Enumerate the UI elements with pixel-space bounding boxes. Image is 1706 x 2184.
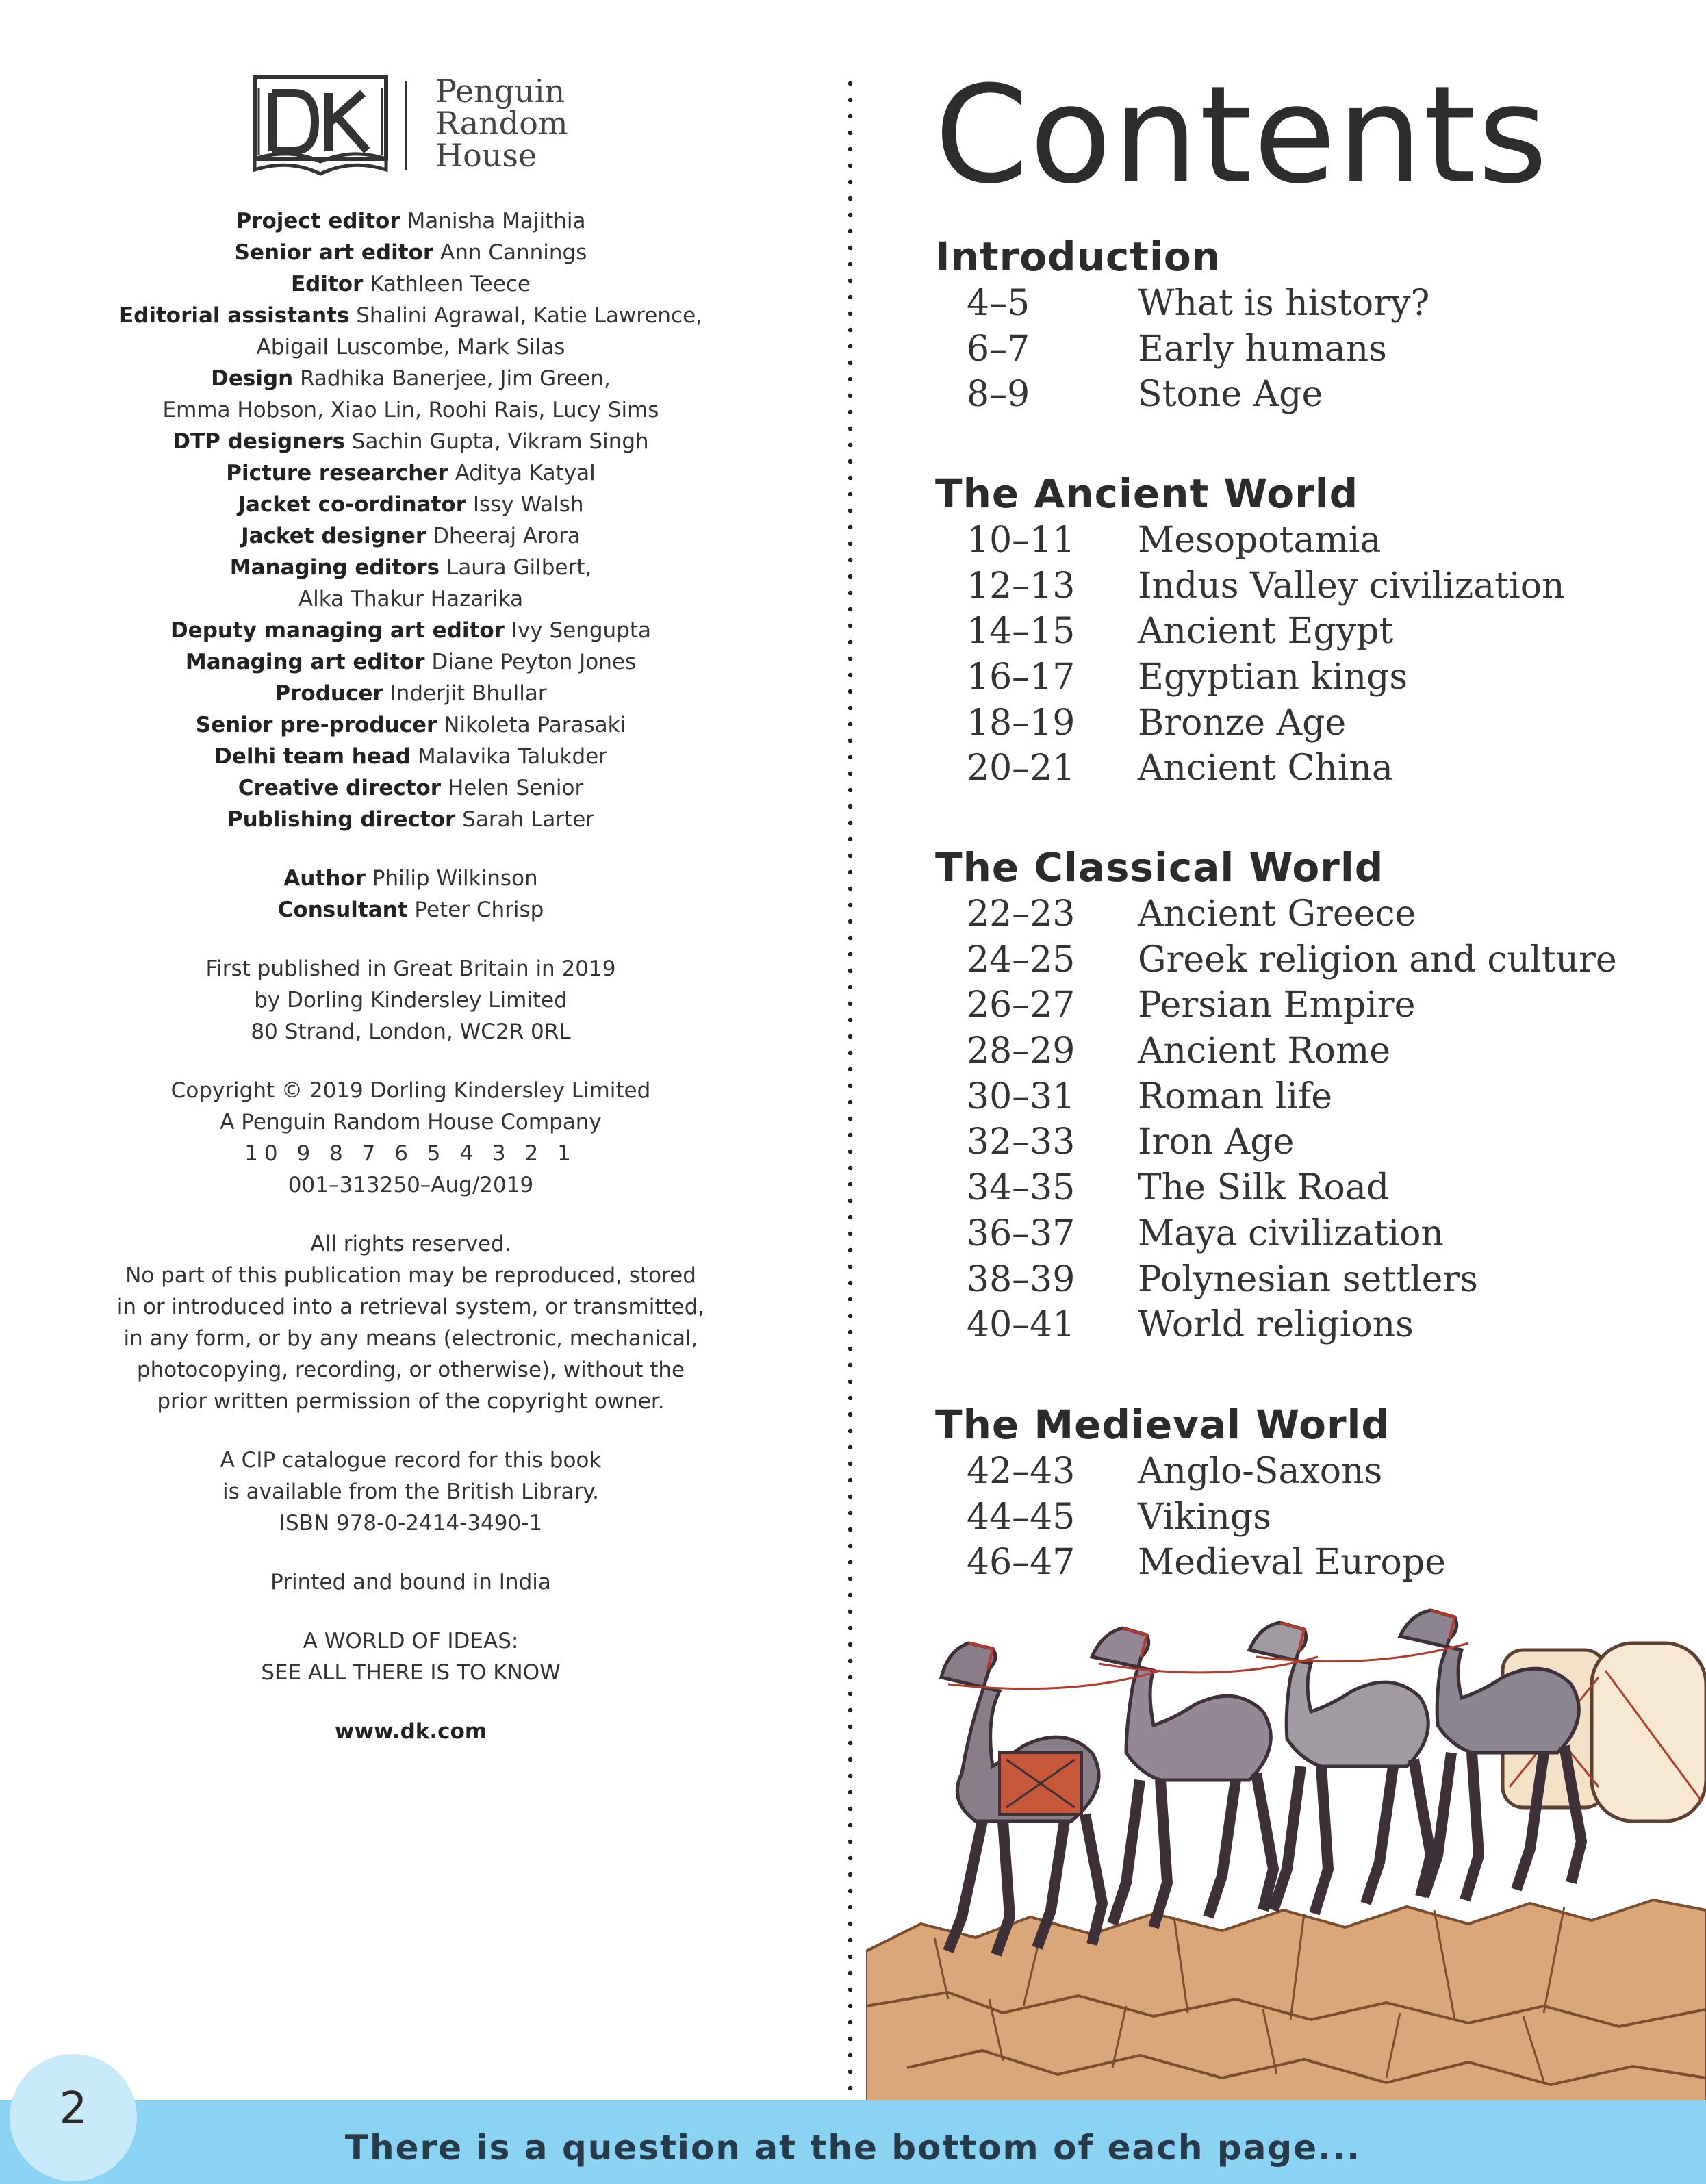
entry-title: Indus Valley civilization (1138, 565, 1565, 607)
credit-names: Diane Peyton Jones (431, 650, 637, 674)
contents-entry[interactable] (935, 1119, 1384, 1165)
publisher-name (435, 75, 568, 172)
contents-entry[interactable] (935, 1540, 1446, 1586)
contents-entry[interactable] (935, 1211, 1444, 1257)
imprint-column (82, 205, 739, 1747)
contents-entry[interactable] (935, 372, 1323, 418)
credit-line (82, 363, 739, 394)
publisher-name-line: Random (435, 105, 568, 142)
contents-section-classical-world (935, 843, 1617, 1348)
entry-pages: 4–5 (967, 283, 1030, 324)
credit-line (82, 552, 739, 583)
entry-title: Persian Empire (1138, 985, 1416, 1026)
entry-title: Bronze Age (1138, 702, 1347, 744)
credit-role: DTP designers (173, 429, 345, 454)
entry-title: Early humans (1138, 328, 1387, 370)
credit-role: Managing editors (229, 555, 440, 580)
entry-title: Anglo-Saxons (1138, 1451, 1383, 1492)
credit-role: Publishing director (227, 807, 456, 832)
credit-role: Author (283, 866, 366, 891)
text-line: 001–313250–Aug/2019 (288, 1173, 534, 1197)
entry-pages: 24–25 (967, 939, 1075, 980)
contents-entry[interactable] (935, 655, 1408, 700)
text-line: prior written permission of the copyright owner. (157, 1389, 665, 1414)
contents-entry[interactable] (935, 1302, 1414, 1348)
text-line: in or introduced into a retrieval system, or transmitted, (116, 1295, 705, 1319)
website-link[interactable]: www.dk.com (334, 1719, 487, 1744)
entry-pages: 18–19 (967, 702, 1075, 744)
slogan (82, 1625, 739, 1688)
credit-line (82, 394, 739, 426)
contents-entry[interactable] (935, 1449, 1390, 1495)
text-line: Copyright © 2019 Dorling Kindersley Limited (170, 1078, 651, 1103)
credit-line (82, 237, 739, 268)
entry-title: Roman life (1138, 1076, 1333, 1117)
credit-names: Aditya Katyal (455, 461, 596, 485)
entry-pages: 32–33 (967, 1121, 1075, 1163)
dk-logo-icon (252, 74, 389, 177)
text-line: Printed and bound in India (270, 1570, 551, 1595)
entry-title: Ancient Egypt (1138, 611, 1394, 652)
entry-pages: 38–39 (967, 1258, 1075, 1300)
text-line: in any form, or by any means (electronic, mechanical, (123, 1326, 698, 1351)
entry-title: Mesopotamia (1138, 520, 1382, 561)
contents-entry[interactable] (935, 700, 1358, 746)
credit-role: Delhi team head (214, 744, 411, 769)
credit-names: Helen Senior (447, 776, 584, 800)
contents-entry[interactable] (935, 563, 1565, 609)
credit-line (82, 894, 739, 926)
entry-pages: 14–15 (967, 611, 1075, 652)
publisher-logo (252, 74, 581, 177)
section-heading: The Ancient World (935, 470, 1359, 517)
contents-entry[interactable] (935, 1165, 1390, 1211)
credit-names: Philip Wilkinson (372, 866, 538, 891)
credit-role: Senior pre-producer (195, 713, 437, 737)
entry-pages: 46–47 (967, 1542, 1075, 1584)
credit-line (82, 268, 739, 300)
contents-section-ancient-world (935, 470, 1565, 791)
entry-title: Ancient China (1138, 748, 1393, 789)
entry-title: Medieval Europe (1138, 1542, 1446, 1584)
credit-line (82, 804, 739, 835)
page-number: 2 (59, 2083, 88, 2134)
credit-names: Sarah Larter (462, 807, 595, 832)
entry-pages: 16–17 (967, 657, 1075, 698)
credit-names: Peter Chrisp (414, 898, 544, 922)
contents-entry[interactable] (935, 891, 1416, 937)
entry-pages: 26–27 (967, 985, 1075, 1026)
entry-pages: 8–9 (967, 374, 1030, 416)
credit-line (82, 426, 739, 457)
entry-title: Vikings (1138, 1496, 1271, 1538)
entry-pages: 42–43 (967, 1451, 1075, 1492)
credit-role: Design (211, 366, 294, 391)
credit-names: Malavika Talukder (417, 744, 607, 769)
entry-pages: 22–23 (967, 893, 1075, 935)
credit-role: Consultant (277, 898, 408, 922)
credit-names: Kathleen Teece (370, 272, 531, 296)
entry-pages: 34–35 (967, 1167, 1075, 1209)
dotted-divider (848, 75, 853, 2102)
contents-entry[interactable] (935, 1028, 1391, 1074)
entry-title: Stone Age (1138, 374, 1323, 416)
entry-pages: 20–21 (967, 748, 1075, 789)
entry-title: Ancient Greece (1138, 893, 1416, 935)
credit-names: Inderjit Bhullar (390, 681, 547, 706)
credit-role: Editorial assistants (118, 303, 350, 328)
isbn: ISBN 978-0-2414-3490-1 (279, 1511, 543, 1536)
credit-line (82, 300, 739, 331)
entry-title: World religions (1138, 1304, 1414, 1346)
credit-role: Creative director (238, 776, 442, 800)
credit-line (82, 646, 739, 678)
credit-line (82, 583, 739, 615)
entry-title: Ancient Rome (1138, 1030, 1391, 1072)
credit-names: Sachin Gupta, Vikram Singh (351, 429, 649, 454)
credit-role: Jacket co-ordinator (238, 492, 466, 517)
credit-role: Jacket designer (241, 524, 426, 548)
entry-title: Iron Age (1138, 1121, 1295, 1163)
credit-role: Deputy managing art editor (170, 618, 505, 643)
contents-entry[interactable] (935, 327, 1387, 372)
contents-entry[interactable] (935, 1074, 1384, 1120)
contents-entry[interactable] (935, 281, 1430, 327)
print-run-line: 10 9 8 7 6 5 4 3 2 1 (244, 1141, 577, 1166)
entry-pages: 10–11 (967, 520, 1075, 561)
credit-line (82, 520, 739, 552)
text-line: A CIP catalogue record for this book (220, 1448, 602, 1473)
publisher-name-line: House (435, 137, 537, 174)
slogan-line: SEE ALL THERE IS TO KNOW (261, 1660, 561, 1685)
contents-entry[interactable] (935, 518, 1382, 563)
credits-list (82, 205, 739, 835)
credit-names: Abigail Luscombe, Mark Silas (256, 335, 565, 359)
credit-names: Shalini Agrawal, Katie Lawrence, (356, 303, 702, 328)
credit-line (82, 615, 739, 646)
text-line: A Penguin Random House Company (220, 1110, 602, 1134)
credit-line (82, 489, 739, 520)
credit-names: Dheeraj Arora (433, 524, 581, 548)
entry-title: What is history? (1138, 283, 1430, 324)
credit-names: Ivy Sengupta (511, 618, 652, 643)
entry-pages: 28–29 (967, 1030, 1075, 1072)
contents-entry[interactable] (935, 982, 1416, 1028)
entry-pages: 12–13 (967, 565, 1075, 607)
credit-line (82, 772, 739, 804)
section-heading: The Medieval World (935, 1401, 1390, 1448)
text-line: All rights reserved. (310, 1232, 511, 1256)
credit-role: Picture researcher (226, 461, 448, 485)
website-block (82, 1716, 739, 1747)
credit-names: Emma Hobson, Xiao Lin, Roohi Rais, Lucy Sims (162, 398, 659, 422)
publisher-name-line: Penguin (435, 73, 565, 110)
entry-title: Maya civilization (1138, 1212, 1444, 1254)
contents-entry[interactable] (935, 1495, 1390, 1540)
contents-entry[interactable] (935, 746, 1393, 791)
credit-role: Producer (275, 681, 383, 706)
copyright-info (82, 1075, 739, 1201)
credit-names: Laura Gilbert, (446, 555, 592, 580)
entry-pages: 30–31 (967, 1076, 1075, 1117)
credit-names: Radhika Banerjee, Jim Green, (300, 366, 611, 391)
contents-entry[interactable] (935, 937, 1617, 983)
contents-section-medieval-world (935, 1401, 1446, 1586)
entry-pages: 40–41 (967, 1304, 1075, 1346)
credit-role: Project editor (235, 209, 400, 233)
publication-info (82, 953, 739, 1047)
text-line: is available from the British Library. (222, 1480, 599, 1504)
text-line: 80 Strand, London, WC2R 0RL (251, 1019, 571, 1044)
text-line: No part of this publication may be reproduced, stored (125, 1263, 696, 1288)
credit-line (82, 457, 739, 489)
contents-section-introduction (935, 233, 1430, 418)
credit-line (82, 741, 739, 772)
text-line: photocopying, recording, or otherwise), without the (136, 1358, 685, 1382)
credit-names: Issy Walsh (472, 492, 584, 517)
entry-pages: 6–7 (967, 328, 1030, 370)
credit-line (82, 678, 739, 709)
credit-role: Editor (290, 272, 364, 296)
entry-title: Egyptian kings (1138, 657, 1408, 698)
entry-title: The Silk Road (1138, 1167, 1390, 1209)
text-line: by Dorling Kindersley Limited (254, 988, 568, 1013)
entry-pages: 44–45 (967, 1496, 1075, 1538)
entry-pages: 36–37 (967, 1212, 1075, 1254)
credit-line (82, 863, 739, 894)
credit-line (82, 331, 739, 363)
section-heading: Introduction (935, 233, 1221, 280)
text-line: First published in Great Britain in 2019 (205, 956, 616, 981)
section-heading: The Classical World (935, 844, 1384, 891)
credit-names: Manisha Majithia (407, 209, 586, 233)
entry-title: Polynesian settlers (1138, 1258, 1478, 1300)
author-credits (82, 863, 739, 926)
logo-divider (405, 81, 407, 170)
page-title: Contents (934, 58, 1549, 214)
credit-names: Ann Cannings (440, 240, 587, 265)
cip-info (82, 1445, 739, 1539)
printed-info (82, 1566, 739, 1598)
contents-entry[interactable] (935, 1257, 1478, 1303)
camel-caravan-illustration (866, 1595, 1706, 2105)
rights-notice (82, 1228, 739, 1417)
credit-names: Nikoleta Parasaki (444, 713, 626, 737)
slogan-line: A WORLD OF IDEAS: (303, 1629, 519, 1653)
credit-role: Senior art editor (234, 240, 434, 265)
contents-entry[interactable] (935, 609, 1394, 655)
footer-question: There is a question at the bottom of each page... (344, 2128, 1362, 2168)
credit-names: Alka Thakur Hazarika (298, 587, 524, 611)
credit-line (82, 205, 739, 237)
credit-line (82, 709, 739, 741)
credit-role: Managing art editor (185, 650, 425, 674)
entry-title: Greek religion and culture (1138, 939, 1617, 980)
